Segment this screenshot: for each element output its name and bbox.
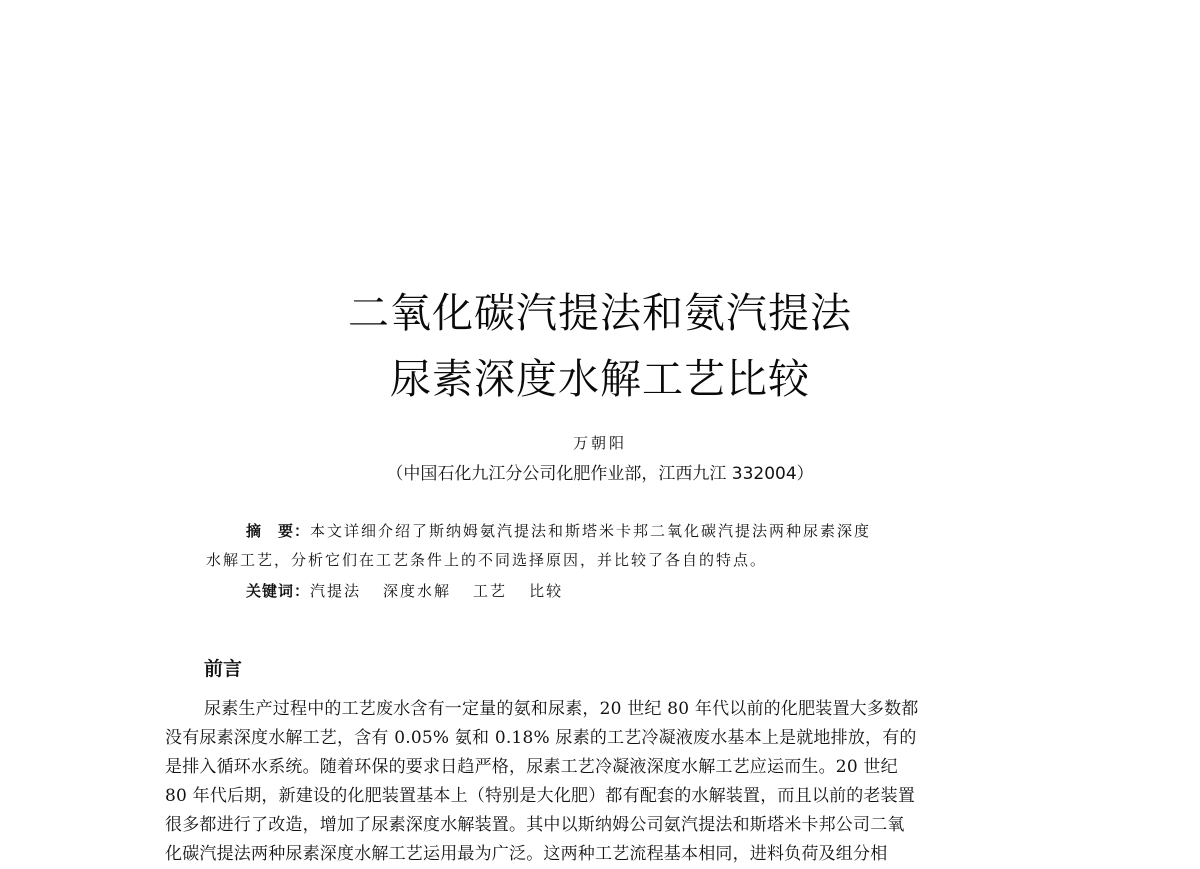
body-text-line: 化碳汽提法两种尿素深度水解工艺运用最为广泛。这两种工艺流程基本相同，进料负荷及组分相 (165, 844, 888, 864)
section-heading: 前言 (204, 658, 243, 680)
body-text-line: 没有尿素深度水解工艺，含有 0.05% 氨和 0.18% 尿素的工艺冷凝液废水基本上是就地排放，有的 (165, 728, 917, 748)
author-name: 万朝阳 (572, 434, 627, 452)
abstract-label: 摘 要： (246, 522, 311, 540)
paper-title-line-2: 尿素深度水解工艺比较 (390, 355, 810, 403)
abstract-line-1 (246, 517, 1026, 545)
body-text-line: 是排入循环水系统。随着环保的要求日趋严格，尿素工艺冷凝液深度水解工艺应运而生。20 世纪 (165, 757, 898, 777)
body-text-line: 80 年代后期，新建设的化肥装置基本上（特别是大化肥）都有配套的水解装置，而且以前的老装置 (165, 786, 916, 806)
abstract-line-2 (206, 546, 1016, 574)
keywords-line (246, 577, 1026, 605)
keyword-item: 汽提法 (310, 582, 362, 600)
author-affiliation: （中国石化九江分公司化肥作业部，江西九江 332004） (386, 464, 814, 484)
paper-title-line-1: 二氧化碳汽提法和氨汽提法 (348, 289, 852, 337)
body-text-line: 尿素生产过程中的工艺废水含有一定量的氨和尿素，20 世纪 80 年代以前的化肥装置大多数都 (204, 699, 919, 719)
body-text-line: 很多都进行了改造，增加了尿素深度水解装置。其中以斯纳姆公司氨汽提法和斯塔米卡邦公司二氧 (165, 815, 905, 835)
keywords-label: 关键词： (246, 582, 311, 600)
keyword-item: 深度水解 (383, 582, 452, 600)
abstract-text-2: 水解工艺，分析它们在工艺条件上的不同选择原因，并比较了各自的特点。 (206, 551, 768, 569)
keyword-item: 工艺 (473, 582, 508, 600)
abstract-text-1: 本文详细介绍了斯纳姆氨汽提法和斯塔米卡邦二氧化碳汽提法两种尿素深度 (310, 522, 872, 540)
keyword-item: 比较 (529, 582, 564, 600)
